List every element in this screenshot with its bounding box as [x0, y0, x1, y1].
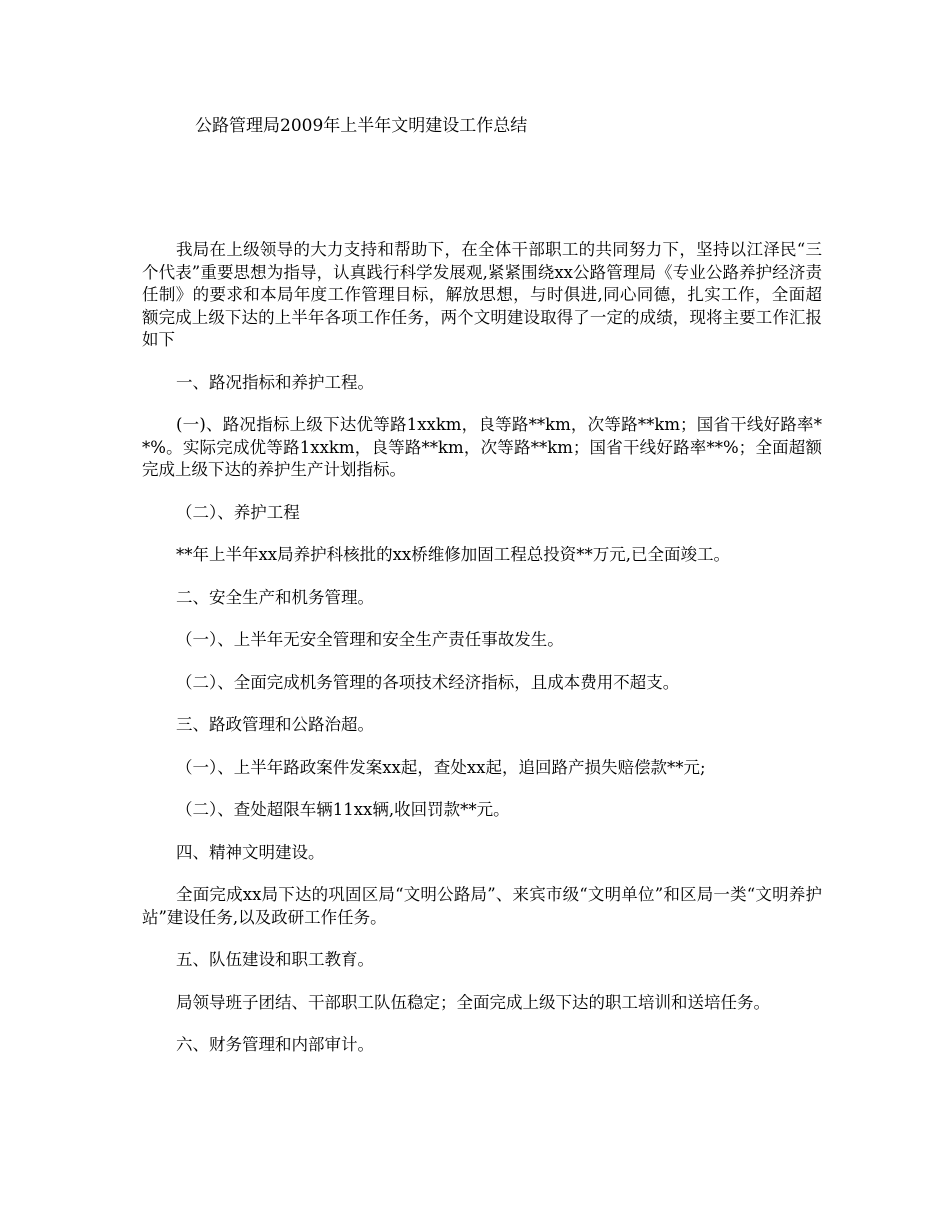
paragraph-maintenance: **年上半年xx局养护科核批的xx桥维修加固工程总投资**万元,已全面竣工。: [176, 545, 730, 564]
paragraph-overload: （二）、查处超限车辆11xx辆,收回罚款**元。: [176, 800, 510, 819]
intro-paragraph: 我局在上级领导的大力支持和帮助下，在全体干部职工的共同努力下，坚持以江泽民“三个代表”重要思想为指导，认真践行科学发展观,紧紧围绕xx公路管理局《专业公路养护经济责任制》的要求和本局年度工作管理目标，解放思想，与时俱进,同心同德，扎实工作，全面超额完成上级下达的上半年各项工作任务，两个文明建设取得了一定的成绩，现将主要工作汇报如下: [142, 240, 822, 349]
document-title: 公路管理局2009年上半年文明建设工作总结: [195, 116, 528, 136]
section-heading-1: 一、路况指标和养护工程。: [176, 372, 374, 392]
section-heading-3: 三、路政管理和公路治超。: [176, 715, 374, 734]
paragraph-civilization: 全面完成xx局下达的巩固区局“文明公路局”、来宾市级“文明单位”和区局一类“文明养护站”建设任务,以及政研工作任务。: [142, 885, 822, 927]
section-heading-2: 二、安全生产和机务管理。: [176, 587, 374, 607]
section-heading-5: 五、队伍建设和职工教育。: [176, 950, 374, 969]
section-heading-6: 六、财务管理和内部审计。: [176, 1035, 374, 1054]
paragraph-safety: （一）、上半年无安全管理和安全生产责任事故发生。: [176, 630, 564, 649]
paragraph-road-indicators: (一)、路况指标上级下达优等路1xxkm，良等路**km，次等路**km；国省干线好路率**%。实际完成优等路1xxkm，良等路**km，次等路**km；国省干线好路率**%；全面超额完成上级下达的养护生产计划指标。: [142, 415, 822, 479]
paragraph-road-cases: （一）、上半年路政案件发案xx起，查处xx起，追回路产损失赔偿款**元;: [176, 757, 706, 777]
paragraph-machinery: （二）、全面完成机务管理的各项技术经济指标，且成本费用不超支。: [176, 672, 680, 692]
document-body: [142, 239, 822, 1057]
subheading-maintenance: （二）、养护工程: [176, 502, 300, 522]
paragraph-team: 局领导班子团结、干部职工队伍稳定；全面完成上级下达的职工培训和送培任务。: [176, 992, 770, 1012]
section-heading-4: 四、精神文明建设。: [176, 842, 325, 862]
